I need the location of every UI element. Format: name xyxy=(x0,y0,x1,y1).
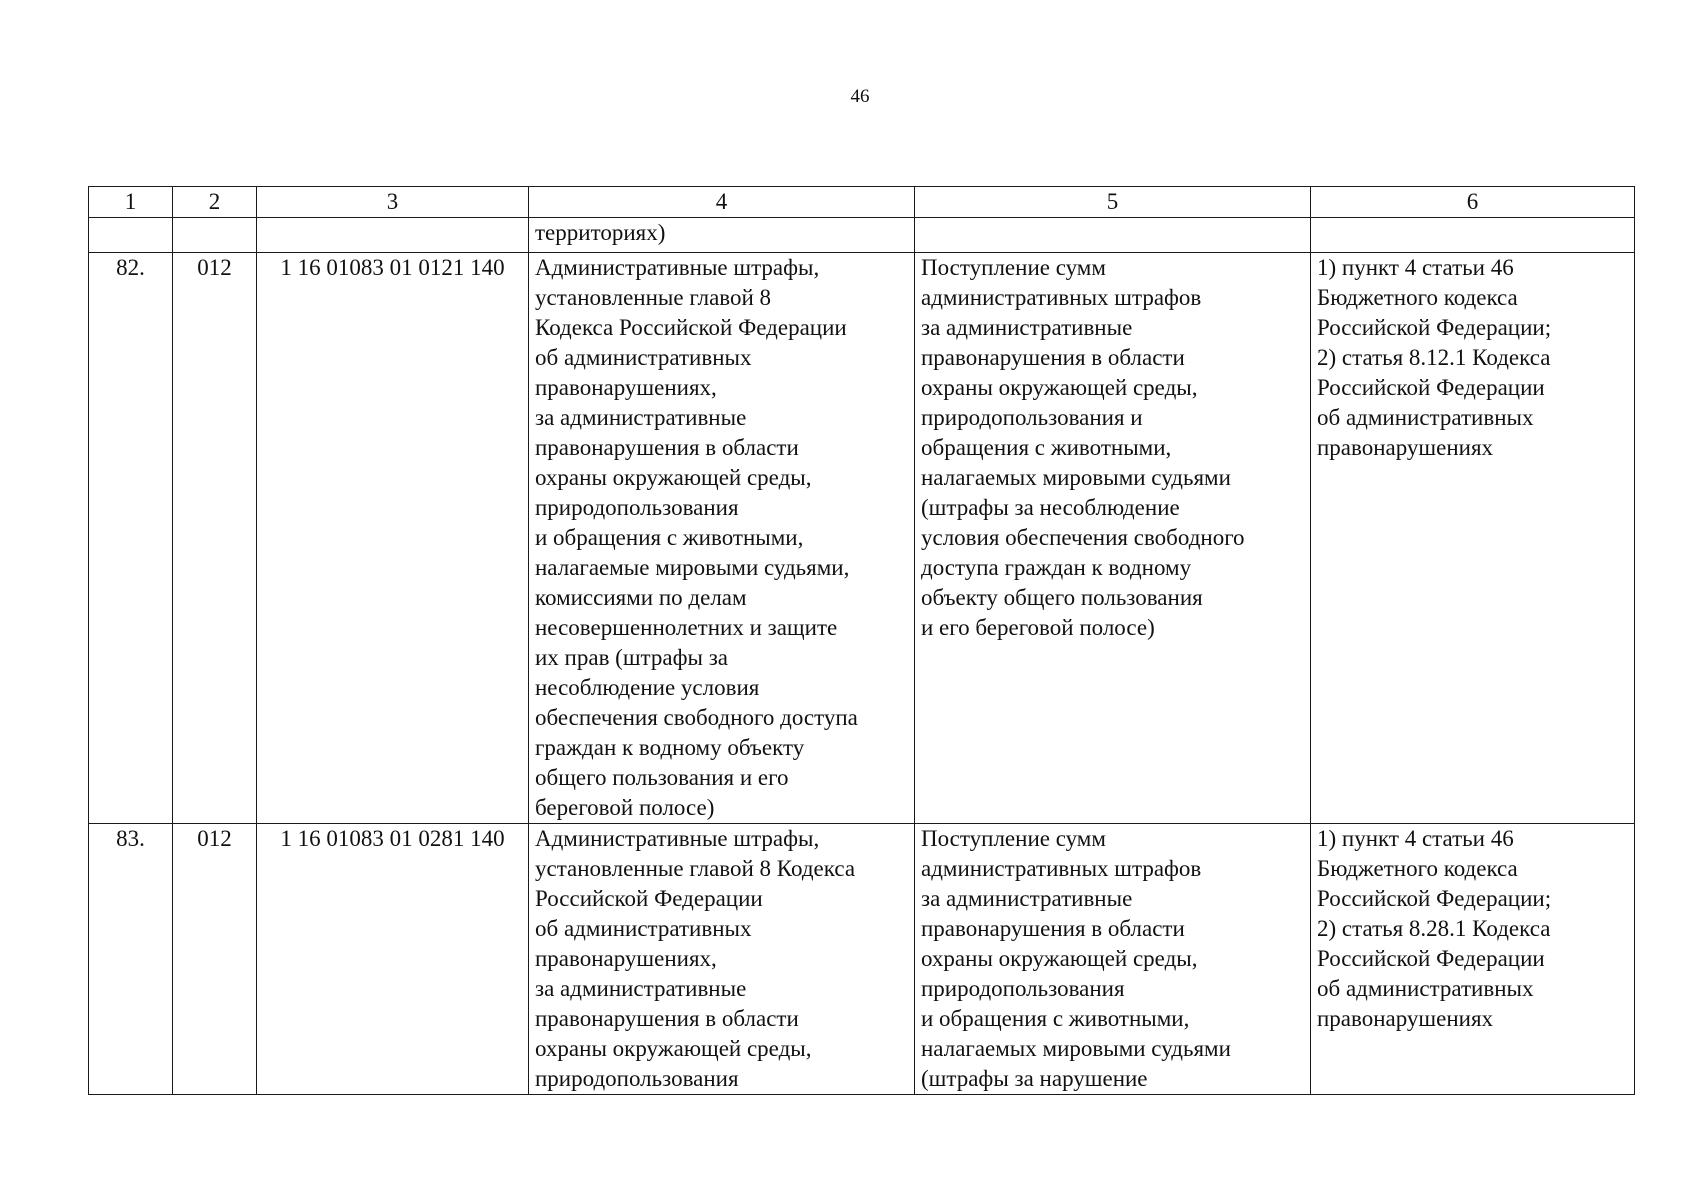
legal-basis-cell: 1) пункт 4 статьи 46 Бюджетного кодекса Российской Федерации; 2) статья 8.12.1 Кодекса Российской Федерации об административных правонарушениях xyxy=(1311,253,1635,824)
table-row xyxy=(89,253,1635,824)
continuation-cell-6 xyxy=(1311,218,1635,253)
continuation-row xyxy=(89,218,1635,253)
revenue-description-cell: Поступление сумм административных штрафов за административные правонарушения в области охраны окружающей среды, природопользования и обращения с животными, налагаемых мировыми судьями (штрафы за несоблюдение условия обеспечения свободного доступа граждан к водному объекту общего пользования и его береговой полосе) xyxy=(915,253,1311,824)
row-number-cell: 83. xyxy=(89,824,173,1095)
column-header-4: 4 xyxy=(529,187,915,218)
column-header-5: 5 xyxy=(915,187,1311,218)
continuation-cell-3 xyxy=(257,218,529,253)
table-row xyxy=(89,824,1635,1095)
revenue-description-cell: Поступление сумм административных штрафов за административные правонарушения в области охраны окружающей среды, природопользования и обращения с животными, налагаемых мировыми судьями (штрафы за нарушение xyxy=(915,824,1311,1095)
continuation-cell-4: территориях) xyxy=(529,218,915,253)
continuation-cell-2 xyxy=(173,218,257,253)
column-header-3: 3 xyxy=(257,187,529,218)
column-header-6: 6 xyxy=(1311,187,1635,218)
revenue-name-cell: Административные штрафы, установленные главой 8 Кодекса Российской Федерации об административных правонарушениях, за административные правонарушения в области охраны окружающей среды, природопользования и обращения с животными, налагаемые мировыми судьями, комиссиями по делам несовершеннолетних и защите их прав (штрафы за несоблюдение условия обеспечения свободного доступа граждан к водному объекту общего пользования и его береговой полосе) xyxy=(529,253,915,824)
column-number-row xyxy=(89,187,1635,218)
kbk-code-cell: 1 16 01083 01 0121 140 xyxy=(257,253,529,824)
kbk-code-cell: 1 16 01083 01 0281 140 xyxy=(257,824,529,1095)
legal-basis-cell: 1) пункт 4 статьи 46 Бюджетного кодекса Российской Федерации; 2) статья 8.28.1 Кодекса Российской Федерации об административных правонарушениях xyxy=(1311,824,1635,1095)
column-header-1: 1 xyxy=(89,187,173,218)
revenue-codes-table xyxy=(88,186,1635,1095)
page-number: 46 xyxy=(850,86,870,107)
continuation-cell-5 xyxy=(915,218,1311,253)
admin-code-cell: 012 xyxy=(173,824,257,1095)
revenue-name-cell: Административные штрафы, установленные главой 8 Кодекса Российской Федерации об административных правонарушениях, за административные правонарушения в области охраны окружающей среды, природопользования xyxy=(529,824,915,1095)
admin-code-cell: 012 xyxy=(173,253,257,824)
column-header-2: 2 xyxy=(173,187,257,218)
continuation-cell-1 xyxy=(89,218,173,253)
row-number-cell: 82. xyxy=(89,253,173,824)
